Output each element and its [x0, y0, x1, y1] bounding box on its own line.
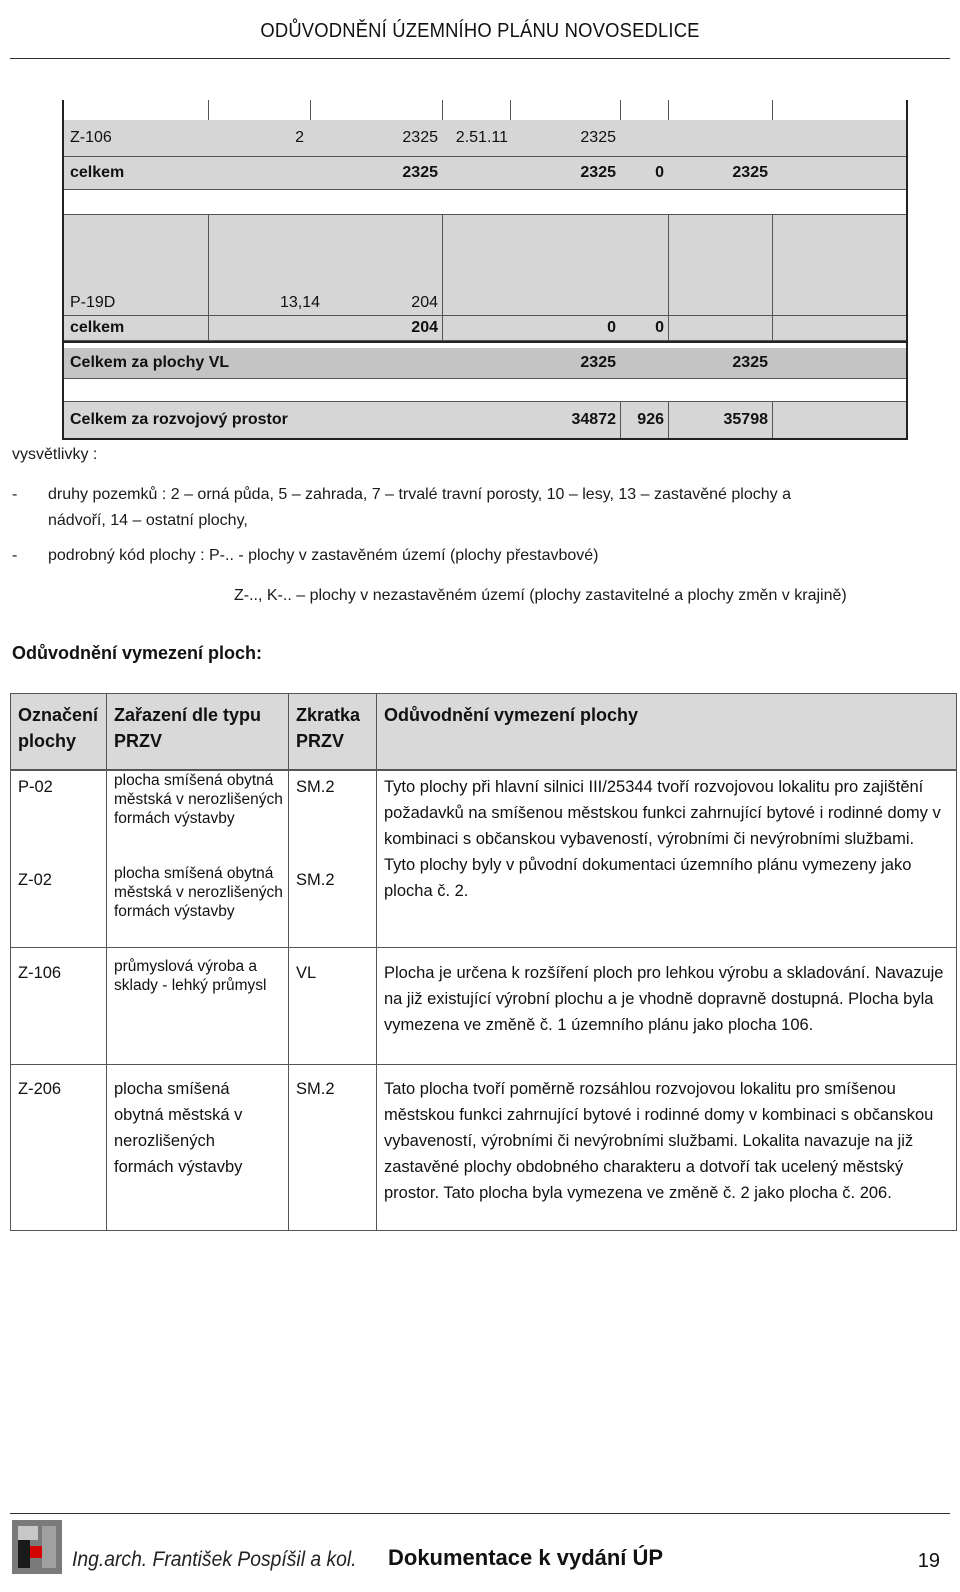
cell: 2 — [295, 129, 304, 146]
row-label: celkem — [70, 319, 125, 336]
header-divider — [10, 58, 950, 59]
cell: 2325 — [580, 164, 616, 181]
przv-abbreviation: VL — [296, 964, 317, 982]
cell: 0 — [655, 319, 664, 336]
reason-text: Plocha je určena k rozšíření ploch pro lehkou výrobu a skladování. Navazuje na již existující výrobní plochu a je vhodně dopravně dostupná. Plocha byla vymezena ve změně č. 1 územního plánu jako plocha 106. — [384, 964, 944, 1034]
cell: 2325 — [732, 164, 768, 181]
page-header-title: ODŮVODNĚNÍ ÚZEMNÍHO PLÁNU NOVOSEDLICE — [260, 20, 700, 42]
przv-abbreviation: SM.2 — [296, 1080, 335, 1098]
row-divider — [11, 947, 956, 948]
explanation-line: druhy pozemků : 2 – orná půda, 5 – zahrada, 7 – trvalé travní porosty, 10 – lesy, 13 – zastavěné plochy a — [48, 486, 791, 503]
cell: 34872 — [571, 411, 616, 428]
cell: 2325 — [732, 354, 768, 371]
bullet-dash: - — [12, 547, 18, 564]
table-row — [64, 215, 906, 340]
company-logo-icon — [12, 1520, 62, 1574]
row-divider — [64, 341, 906, 343]
bullet-dash: - — [12, 486, 18, 503]
reasoning-table — [10, 693, 957, 1231]
cell: 2325 — [402, 129, 438, 146]
column-divider — [668, 215, 669, 340]
reason-text: Tato plocha tvoří poměrně rozsáhlou rozvojovou lokalitu pro smíšenou městskou funkci zahrnující bytové i rodinné domy v kombinaci s občanskou vybaveností, výrobními či nevýrobními službami. Lokalita navazuje na již zastavěné plochy obdobného charakteru a dotvoří tak ucelený městský prostor. Tato plocha byla vymezena ve změně č. 2 jako plocha č. 206. — [384, 1080, 934, 1202]
column-divider — [376, 694, 377, 1230]
header-reason: Odůvodnění vymezení plochy — [384, 705, 639, 725]
plot-code: Z-106 — [18, 964, 62, 982]
explanation-line: nádvoří, 14 – ostatní plochy, — [48, 512, 248, 529]
cell: 204 — [411, 294, 438, 311]
row-label: celkem — [70, 164, 125, 181]
cell: 926 — [637, 411, 664, 428]
column-divider — [772, 215, 773, 340]
cell: 2325 — [580, 129, 616, 146]
page-number: 19 — [917, 1550, 940, 1572]
przv-abbreviation: SM.2 — [296, 778, 335, 796]
cell: 0 — [607, 319, 616, 336]
cell: 2325 — [402, 164, 438, 181]
header-abbreviation: Zkratka PRZV — [296, 705, 361, 751]
header-plot-code: Označení plochy — [18, 705, 99, 751]
plot-code: P-19D — [70, 294, 116, 311]
plot-code: P-02 — [18, 778, 53, 796]
table-row — [64, 402, 906, 438]
table-row — [64, 120, 906, 156]
plot-code: Z-106 — [70, 129, 112, 146]
column-divider — [288, 694, 289, 1230]
row-label: Celkem za plochy VL — [70, 354, 230, 371]
przv-type: plocha smíšená obytná městská v nerozlišených formách výstavby — [114, 1080, 243, 1176]
reason-text: Tyto plochy při hlavní silnici III/25344 tvoří rozvojovou lokalitu pro zajištění požadavků na smíšenou městskou funkci zahrnující bytové i rodinné domy v kombinaci s občanskou vybaveností, výrobními či nevýrobními službami. Tyto plochy byly v původní dokumentaci územního plánu vymezeny jako plocha č. 2. — [384, 778, 941, 900]
footer-author: Ing.arch. František Pospíšil a kol. — [72, 1548, 357, 1571]
column-divider — [106, 694, 107, 1230]
cell: 2.51.11 — [455, 129, 508, 146]
footer-divider — [10, 1513, 950, 1514]
spacer-row — [64, 190, 906, 214]
cell: 2325 — [580, 354, 616, 371]
cell: 0 — [655, 164, 664, 181]
spacer-row — [64, 379, 906, 401]
area-summary-table — [62, 100, 908, 440]
przv-abbreviation: SM.2 — [296, 871, 335, 889]
plot-code: Z-02 — [18, 871, 52, 889]
cell: 35798 — [723, 411, 768, 428]
column-divider — [442, 215, 443, 340]
footer-document-title: Dokumentace k vydání ÚP — [388, 1545, 664, 1570]
cell: 204 — [411, 319, 438, 336]
header-przv-type: Zařazení dle typu PRZV — [114, 705, 262, 751]
przv-type: plocha smíšená obytná městská v nerozlišených formách výstavby — [114, 865, 283, 920]
przv-type: průmyslová výroba a sklady - lehký průmysl — [114, 958, 267, 994]
row-label: Celkem za rozvojový prostor — [70, 411, 288, 428]
przv-type: plocha smíšená obytná městská v nerozlišených formách výstavby — [114, 772, 283, 827]
row-divider — [11, 1064, 956, 1065]
column-divider — [772, 402, 773, 438]
explanation-line: podrobný kód plochy : P-.. - plochy v zastavěném území (plochy přestavbové) — [48, 547, 599, 564]
section-heading: Odůvodnění vymezení ploch: — [12, 643, 263, 663]
cell: 13,14 — [279, 294, 320, 311]
table-row — [64, 348, 906, 378]
column-divider — [208, 215, 209, 340]
explanation-line: Z-.., K-.. – plochy v nezastavěném území (plochy zastavitelné a plochy změn v krajině) — [234, 587, 847, 604]
plot-code: Z-206 — [18, 1080, 62, 1098]
explanations-label: vysvětlivky : — [12, 446, 98, 463]
table-row — [64, 157, 906, 189]
